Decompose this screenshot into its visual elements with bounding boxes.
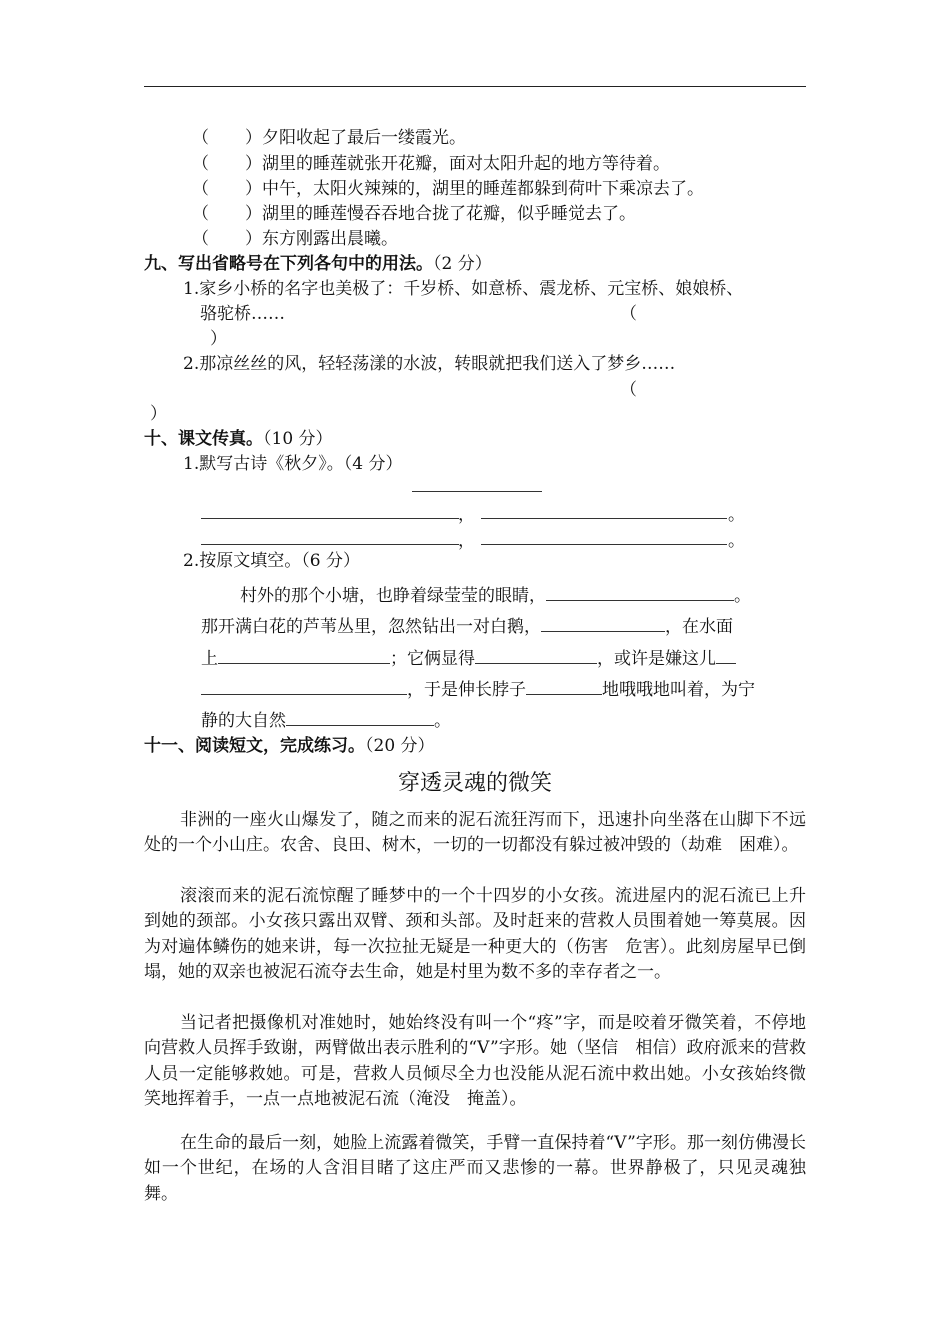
order-item: （ ）湖里的睡莲就张开花瓣，面对太阳升起的地方等待着。 [192, 154, 670, 174]
fill-line-3: 上 ；它俩显得 ，或许是嫌这儿 [201, 646, 736, 671]
passage-paragraph: 在生命的最后一刻，她脸上流露着微笑，手臂一直保持着“V”字形。那一刻仿佛漫长如一个世纪，在场的人含泪目睹了这庄严而又悲惨的一幕。世界静极了，只见灵魂独舞。 [144, 1133, 806, 1204]
answer-paren-open: （ [620, 380, 637, 400]
passage-paragraph: 当记者把摄像机对准她时，她始终没有叫一个“疼”字，而是咬着牙微笑着，不停地向营救人员挥手致谢，两臂做出表示胜利的“V”字形。她（坚信 相信）政府派来的营救人员一定能够救她。可是，营救人员倾尽全力也没能从泥石流中救出她。小女孩始终微笑地挥着手，一点一点地被泥石流（淹没 掩盖）。 [144, 1013, 806, 1110]
section-11-heading: 十一、阅读短文，完成练习。（20 分） [144, 736, 435, 756]
fill-line-1: 村外的那个小塘，也睁着绿莹莹的眼睛， 。 [240, 583, 751, 608]
poem-question: 1.默写古诗《秋夕》。（4 分） [183, 454, 403, 474]
answer-paren-close: ） [150, 404, 167, 424]
fill-blank[interactable] [526, 677, 602, 695]
order-paren-open: （ [192, 128, 209, 148]
order-item: （ ）中午，太阳火辣辣的，湖里的睡莲都躲到荷叶下乘凉去了。 [192, 179, 704, 199]
poem-title-blank[interactable] [412, 491, 542, 492]
fill-line-4: ，于是伸长脖子 地哦哦地叫着，为宁 [201, 677, 755, 702]
header-rule [144, 86, 806, 87]
period: 。 [728, 505, 745, 525]
fill-question: 2.按原文填空。（6 分） [183, 551, 360, 571]
section-10-heading: 十、课文传真。（10 分） [144, 429, 333, 449]
fill-blank[interactable] [201, 677, 407, 695]
order-text: 东方刚露出晨曦。 [262, 229, 398, 249]
period: 。 [728, 531, 745, 551]
order-item: （ ）湖里的睡莲慢吞吞地合拢了花瓣，似乎睡觉去了。 [192, 204, 636, 224]
order-text: 中午，太阳火辣辣的，湖里的睡莲都躲到荷叶下乘凉去了。 [262, 179, 704, 199]
order-item [192, 126, 466, 150]
fill-blank[interactable] [475, 646, 597, 664]
poem-blank-line-1a[interactable] [201, 518, 459, 519]
comma: ， [458, 531, 475, 551]
fill-line-2: 那开满白花的芦苇丛里，忽然钻出一对白鹅， ，在水面 [201, 614, 733, 639]
section-9-question-1-cont: 骆驼桥…… [200, 304, 285, 324]
order-text: 湖里的睡莲慢吞吞地合拢了花瓣，似乎睡觉去了。 [262, 204, 636, 224]
answer-paren-open: （ [620, 304, 637, 324]
poem-blank-line-2a[interactable] [201, 544, 459, 545]
fill-line-5: 静的大自然 。 [201, 708, 451, 733]
poem-blank-line-2b[interactable] [481, 544, 727, 545]
fill-blank[interactable] [541, 614, 665, 632]
fill-blank[interactable] [286, 708, 434, 726]
order-text: 湖里的睡莲就张开花瓣，面对太阳升起的地方等待着。 [262, 154, 670, 174]
passage-title: 穿透灵魂的微笑 [397, 771, 552, 796]
comma: ， [458, 505, 475, 525]
order-text: 夕阳收起了最后一缕霞光。 [262, 128, 466, 148]
order-item: （ ）东方刚露出晨曦。 [192, 229, 398, 249]
answer-paren-close: ） [210, 329, 227, 349]
section-9-heading: 九、写出省略号在下列各句中的用法。（2 分） [144, 254, 492, 274]
passage-paragraph: 滚滚而来的泥石流惊醒了睡梦中的一个十四岁的小女孩。流进屋内的泥石流已上升到她的颈部。小女孩只露出双臂、颈和头部。及时赶来的营救人员围着她一筹莫展。因为对遍体鳞伤的她来讲，每一次拉扯无疑是一种更大的（伤害 危害）。此刻房屋早已倒塌，她的双亲也被泥石流夺去生命，她是村里为数不多的幸存者之一。 [144, 886, 806, 983]
order-paren-close: ） [245, 128, 262, 148]
section-9-question-1: 1.家乡小桥的名字也美极了：千岁桥、如意桥、震龙桥、元宝桥、娘娘桥、 [183, 279, 744, 299]
fill-blank[interactable] [716, 646, 736, 664]
fill-blank[interactable] [218, 646, 390, 664]
poem-blank-line-1b[interactable] [481, 518, 727, 519]
section-9-question-2: 2.那凉丝丝的风，轻轻荡漾的水波，转眼就把我们送入了梦乡…… [183, 354, 676, 374]
fill-blank[interactable] [546, 583, 734, 601]
passage-paragraph: 非洲的一座火山爆发了，随之而来的泥石流狂泻而下，迅速扑向坐落在山脚下不远处的一个小山庄。农舍、良田、树木，一切的一切都没有躲过被冲毁的（劫难 困难）。 [144, 810, 806, 856]
